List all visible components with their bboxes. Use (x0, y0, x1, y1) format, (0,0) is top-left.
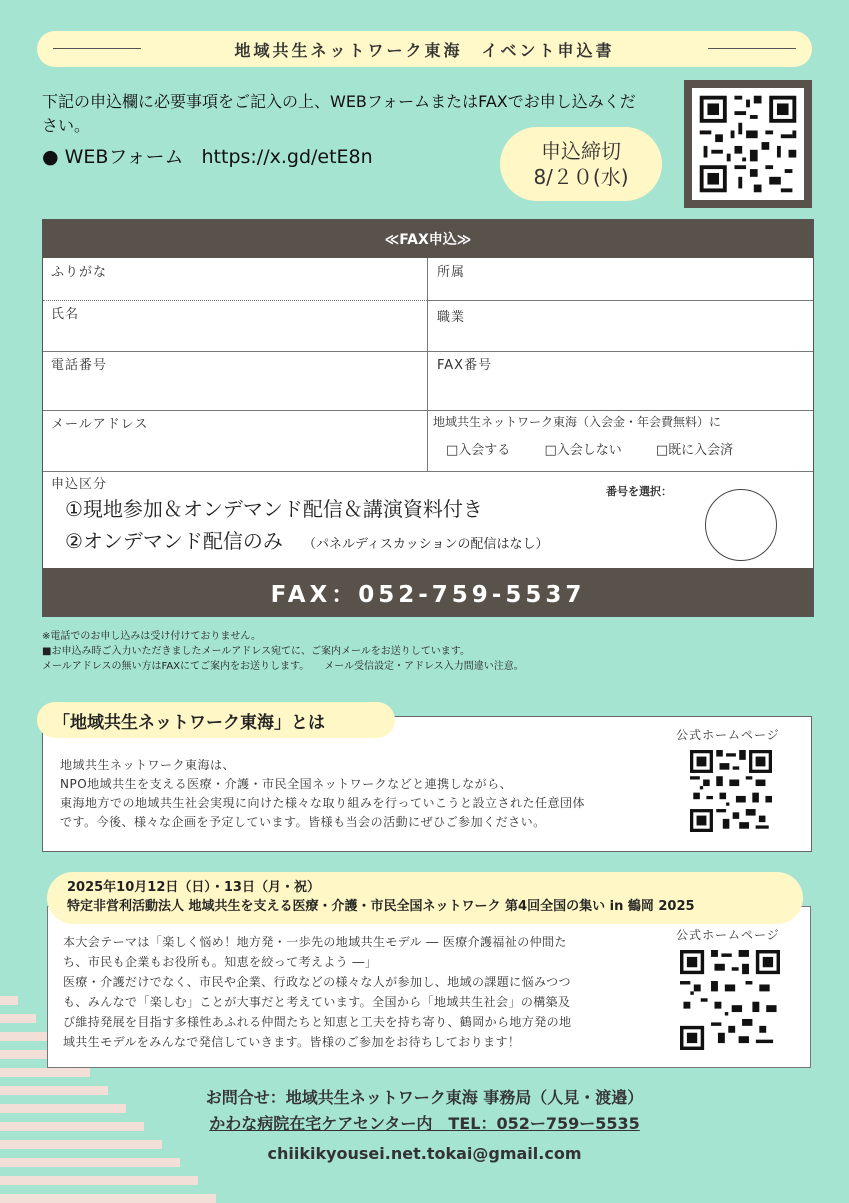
membership-options (446, 439, 763, 458)
phone-field[interactable] (43, 352, 427, 410)
option-2-note: （パネルディスカッションの配信はなし） (302, 537, 549, 552)
option-2-text: ②オンデマンド配信のみ (65, 529, 283, 553)
deadline-badge (500, 127, 662, 201)
decorative-stripe (0, 1014, 36, 1023)
contact-line-1: お問合せ：地域共生ネットワーク東海 事務局（人見・渡邉） (205, 1088, 644, 1107)
membership-question: 地域共生ネットワーク東海（入会金・年会費無料）に (433, 415, 722, 429)
note-line: ※電話でのお申し込みは受け付けておりません。 (42, 631, 261, 642)
note-line: メールアドレスの無い方はFAXにてご案内をお送りします。 メール受信設定・アドレス入力間違い注意。 (42, 661, 524, 672)
checkbox-join[interactable]: □入会する (446, 443, 511, 458)
deadline-date: 8/２０(水) (533, 165, 629, 189)
homepage-qr-code[interactable] (690, 750, 772, 832)
web-form-qr-code[interactable] (692, 88, 804, 200)
intro-text: 下記の申込欄に必要事項をご記入の上、WEBフォームまたはFAXでお申し込みください。 (42, 92, 636, 135)
decorative-stripe (0, 1176, 198, 1185)
email-label: メールアドレス (51, 417, 149, 432)
homepage-label: 公式ホームページ (676, 728, 780, 742)
selection-circle[interactable] (705, 489, 777, 561)
option-2-line (65, 525, 549, 554)
option-1-text: ①現地参加＆オンデマンド配信＆講演資料付き (65, 497, 483, 521)
about-line: 東海地方での地域共生社会実現に向けた様々な取り組みを行っていこうと設立された任意団体 (60, 796, 586, 810)
notes (42, 629, 524, 674)
fax-number-label: FAX番号 (437, 358, 493, 373)
about-heading: 「地域共生ネットワーク東海」とは (37, 702, 395, 738)
decorative-stripe (0, 996, 18, 1005)
event-line: 本大会テーマは「楽しく悩め！地方発・一歩先の地域共生モデル ― 医療介護福祉の仲間た (63, 935, 567, 949)
furigana-label: ふりがな (51, 265, 108, 280)
about-line: です。今後、様々な企画を予定しています。皆様も当会の活動にぜひご参加ください。 (60, 815, 546, 829)
about-line: NPO地域共生を支える医療・介護・市民全国ネットワークなどと連携しながら、 (60, 777, 513, 791)
row-divider (43, 471, 813, 472)
affiliation-label: 所属 (437, 265, 466, 280)
deadline-label: 申込締切 (541, 139, 621, 163)
contact-line-2: かわな病院在宅ケアセンター内 TEL：052ー759ー5535 (209, 1114, 640, 1133)
web-form-line (42, 142, 373, 169)
name-field[interactable] (43, 301, 427, 351)
title-banner (37, 31, 812, 67)
form-heading: ≪FAX申込≫ (43, 220, 813, 258)
checkbox-already-member[interactable]: □既に入会済 (655, 443, 734, 458)
web-form-qr-frame (684, 80, 812, 208)
checkbox-not-join[interactable]: □入会しない (544, 443, 622, 458)
affiliation-field[interactable] (428, 258, 813, 300)
title-rule-left (53, 48, 141, 49)
decorative-stripe (0, 1068, 90, 1077)
event-date: 2025年10月12日（日）・13日（月・祝） (67, 880, 320, 895)
fax-number-bar: FAX：052-759-5537 (43, 568, 813, 616)
event-line: び維持発展を目指す多様性あふれる仲間たちと知恵と工夫を持ち寄り、鶴岡から地方発の地 (63, 1015, 572, 1029)
event-text (63, 932, 653, 1052)
about-text (60, 756, 680, 832)
contact-email[interactable]: chiikikyousei.net.tokai@gmail.com (267, 1144, 582, 1163)
select-number-label: 番号を選択： (606, 485, 672, 498)
event-heading (47, 872, 803, 924)
decorative-stripe (0, 1032, 54, 1041)
web-form-url[interactable]: https://x.gd/etE8n (201, 146, 373, 168)
fax-number-field[interactable] (428, 352, 813, 410)
name-label: 氏名 (51, 307, 80, 322)
contact-info (0, 1085, 849, 1167)
category-label: 申込区分 (51, 477, 108, 492)
title-rule-right (708, 48, 796, 49)
event-line: ち、市民も企業もお役所も。知恵を絞って考えよう ―」 (63, 955, 378, 969)
page-title: 地域共生ネットワーク東海 イベント申込書 (234, 40, 615, 60)
occupation-field[interactable] (428, 301, 813, 351)
web-form-label: ● WEBフォーム (42, 146, 184, 168)
event-line: も、みんなで「楽しむ」ことが大事だと考えています。全国から「地域共生社会」の構築及 (63, 995, 571, 1009)
event-line: 域共生モデルをみんなで発信していきます。皆様のご参加をお待ちしております！ (63, 1035, 521, 1049)
event-homepage-label: 公式ホームページ (676, 928, 780, 942)
event-homepage-qr-code[interactable] (680, 950, 780, 1050)
decorative-stripe (0, 1194, 216, 1203)
event-title: 特定非営利活動法人 地域共生を支える医療・介護・市民全国ネットワーク 第4回全国の集い in 鶴岡 2025 (67, 899, 695, 914)
email-field[interactable] (43, 411, 427, 471)
furigana-field[interactable] (43, 258, 427, 300)
about-line: 地域共生ネットワーク東海は、 (60, 758, 236, 772)
fax-application-form (42, 219, 814, 617)
phone-label: 電話番号 (51, 358, 108, 373)
event-line: 医療・介護だけでなく、市民や企業、行政などの様々な人が参加し、地域の課題に悩みつつ (63, 975, 571, 989)
occupation-label: 職業 (437, 310, 466, 325)
note-line: ■お申込み時ご入力いただきましたメールアドレス宛てに、ご案内メールをお送りしています。 (42, 646, 470, 657)
